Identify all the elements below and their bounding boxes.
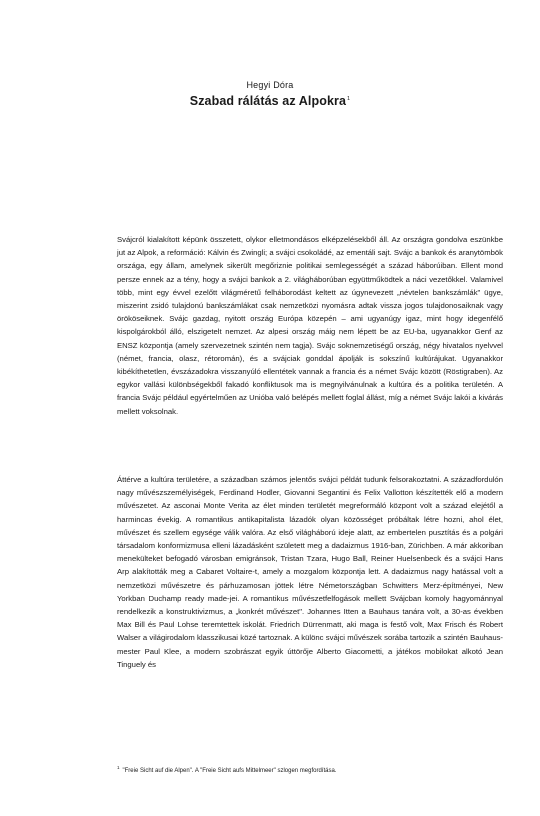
body-paragraph-1: Svájcról kialakított képünk összetett, olykor elletmondásos elképzelésekből áll. Az országra gondolva eszünkbe jut az Alpok, a reformáció: Kálvin és Zwingli; a svájci csokoládé, az ementáli sajt. Svájc a bankok és aranytömbök országa, egy állam, amelynek sikerült megőriznie politikai semlegességét a század háborúiban. Ellent mond persze ennek az a tény, hogy a svájci bankok a 2. világháborúban együttműködtek a náci vezetőkkel. Valamivel több, mint egy évvel ezelőtt világméretű felháborodást keltett az úgynevezett „névtelen bankszámlák" ügye, miszerint zsidó tulajdonú bankszámlákat csak nemzetközi nyomásra adtak vissza jogos tulajdonosaiknak vagy örököseiknek. Svájc gazdag, nyitott ország Európa közepén – ami ugyanúgy igaz, mint hogy idegenfélő kispolgárokból álló, elszigetelt nemzet. Az alpesi ország máig nem lépett be az EU-ba, ugyanakkor Genf az ENSZ központja (amely szervezetnek szintén nem tagja). Svájc soknemzetiségű ország, négy hivatalos nyelvvel (német, francia, olasz, rétoromán), és a svájciak gonddal ápolják is sokszínű kultúrájukat. Ugyanakkor kibékíthetetlen, évszázadokra visszanyúló ellentétek vannak a francia és a német Svájc között (Röstigraben). Az egykor vallási különbségekből fakadó konfliktusok ma is megnyilvánulnak a kultúra és a politika területén. A francia Svájc például egyértelműen az Unióba való belépés mellett foglal állást, míg a német Svájc lakói a kivárás mellett voksolnak. — [117, 235, 503, 416]
body-paragraph-2: Áttérve a kultúra területére, a században számos jelentős svájci példát tudunk felsorakoztatni. A századfordulón nagy művészszemélyiségek, Ferdinand Hodler, Giovanni Segantini és Felix Vallotton készítették elő a modern művészetet. Az asconai Monte Verita az élet minden területét megreformáló központ volt a század elejétől a harmincas évekig. A romantikus antikapitalista lázadók olyan közösséget próbáltak létre hozni, ahol élet, művészet és szellem egysége válik valóra. Az első világháború ideje alatt, az embertelen pusztítás és a polgári társadalom konformizmusa elleni lázadásként született meg a dadaizmus 1916-ban, Zürichben. A már akkoriban menekülteket befogadó városban emigránsok, Tristan Tzara, Hugo Ball, Reiner Huelsenbeck és a svájci Hans Arp alakították meg a Cabaret Voltaire-t, amely a mozgalom központja lett. A dadaizmus nagy hatással volt a nemzetközi művészetre és párhuzamosan jöttek létre Németországban Schwitters Merz-építményei, New Yorkban Duchamp ready made-jei. A romantikus művészetfelfogások mellett Svájcban komoly hagyománnyal rendelkezik a konstruktivizmus, a „konkrét művészet". Johannes Itten a Bauhaus tanára volt, a 30-as években Max Bill és Paul Lohse teremtettek iskolát. Friedrich Dürrenmatt, aki maga is festő volt, Max Frisch és Robert Walser a világirodalom klasszikusai közé tartoznak. A különc svájci művészek sorába tartozik a szintén Bauhaus-mester Paul Klee, a modern szobrászat egyik úttörője Alberto Giacometti, a játékos mobilokat alkotó Jean Tinguely és — [117, 475, 503, 669]
article-title-text: Szabad rálátás az Alpokra — [189, 94, 347, 108]
article-title — [0, 94, 540, 108]
author-name: Hegyi Dóra — [246, 80, 294, 90]
footnote — [117, 763, 503, 776]
title-footnote-marker: 1 — [347, 95, 351, 102]
footnote-text: "Freie Sicht auf die Alpen". A "Freie Sicht aufs Mittelmeer" szlogen megfordítása. — [122, 768, 337, 774]
footnote-marker: 1 — [117, 765, 120, 770]
